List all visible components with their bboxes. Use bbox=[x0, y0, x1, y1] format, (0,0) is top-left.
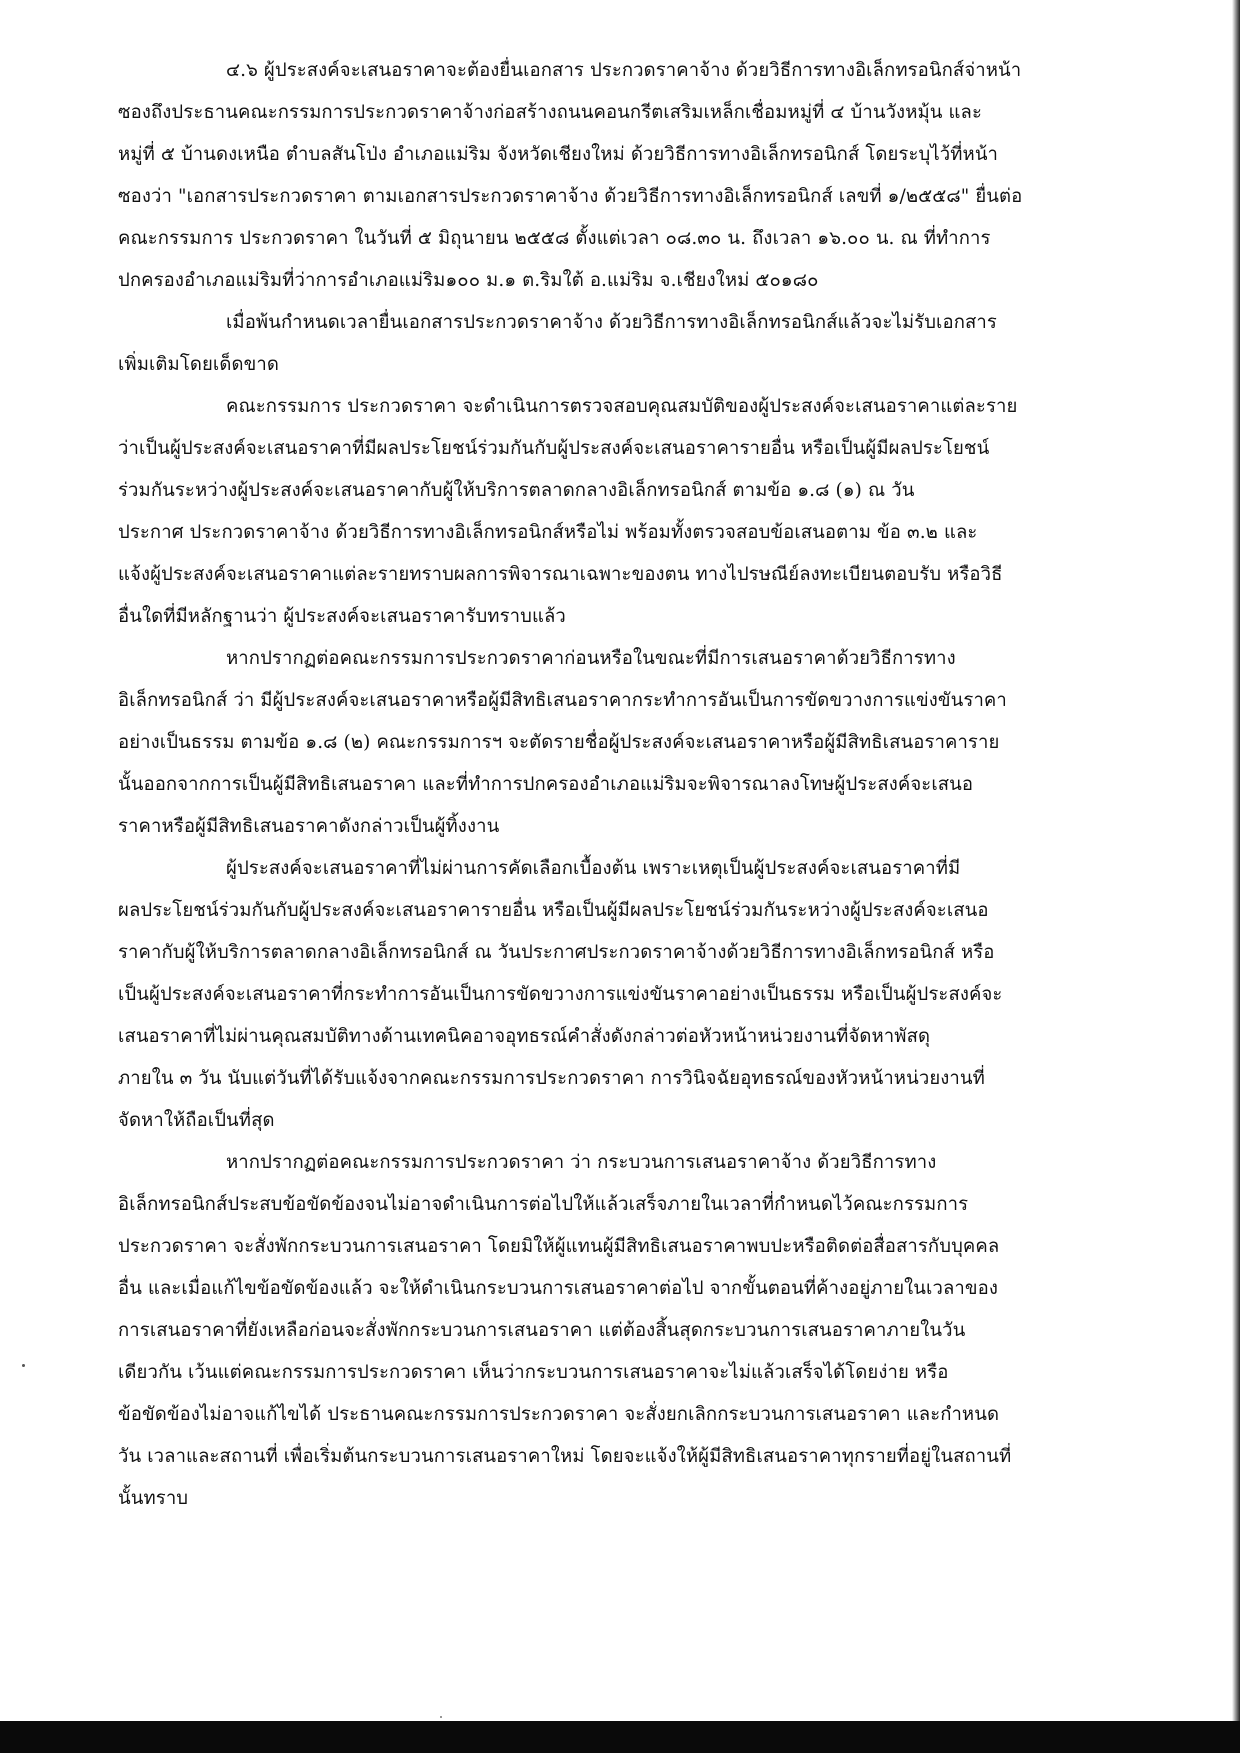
paragraph-technical-problem bbox=[118, 1142, 1118, 1520]
text-line: ราคาหรือผู้มีสิทธิเสนอราคาดังกล่าวเป็นผู้ทิ้งงาน bbox=[118, 816, 500, 837]
text-line: เสนอราคาที่ไม่ผ่านคุณสมบัติทางด้านเทคนิคอาจอุทธรณ์คำสั่งดังกล่าวต่อหัวหน้าหน่วยงานที่จัดหาพัสดุ bbox=[118, 1026, 931, 1047]
scan-border-right bbox=[1232, 0, 1240, 1753]
text-line: หมู่ที่ ๕ บ้านดงเหนือ ตำบลสันโป่ง อำเภอแม่ริม จังหวัดเชียงใหม่ ด้วยวิธีการทางอิเล็กทรอนิกส์ โดยระบุไว้ที่หน้า bbox=[118, 144, 999, 165]
text-line: คณะกรรมการ ประกวดราคา ในวันที่ ๕ มิถุนายน ๒๕๕๘ ตั้งแต่เวลา ๐๘.๓๐ น. ถึงเวลา ๑๖.๐๐ น. ณ ที่ทำการ bbox=[118, 228, 991, 249]
text-line: เมื่อพ้นกำหนดเวลายื่นเอกสารประกวดราคาจ้าง ด้วยวิธีการทางอิเล็กทรอนิกส์แล้วจะไม่รับเอกสาร bbox=[226, 312, 997, 333]
paragraph-qualification-check bbox=[118, 386, 1118, 638]
text-line: ซองถึงประธานคณะกรรมการประกวดราคาจ้างก่อสร้างถนนคอนกรีตเสริมเหล็กเชื่อมหมู่ที่ ๔ บ้านวังหมุ้น และ bbox=[118, 102, 983, 123]
text-line: เพิ่มเติมโดยเด็ดขาด bbox=[118, 354, 279, 375]
text-line: การเสนอราคาที่ยังเหลือก่อนจะสั่งพักกระบวนการเสนอราคา แต่ต้องสิ้นสุดกระบวนการเสนอราคาภายในวัน bbox=[118, 1320, 966, 1341]
text-line: อื่น และเมื่อแก้ไขข้อขัดข้องแล้ว จะให้ดำเนินกระบวนการเสนอราคาต่อไป จากขั้นตอนที่ค้างอยู่ภายในเวลาของ bbox=[118, 1278, 998, 1299]
text-line: ประกาศ ประกวดราคาจ้าง ด้วยวิธีการทางอิเล็กทรอนิกส์หรือไม่ พร้อมทั้งตรวจสอบข้อเสนอตาม ข้อ ๓.๒ และ bbox=[118, 522, 978, 543]
text-line: ผู้ประสงค์จะเสนอราคาที่ไม่ผ่านการคัดเลือกเบื้องต้น เพราะเหตุเป็นผู้ประสงค์จะเสนอราคาที่มี bbox=[226, 858, 961, 879]
text-line: หากปรากฏต่อคณะกรรมการประกวดราคาก่อนหรือในขณะที่มีการเสนอราคาด้วยวิธีการทาง bbox=[226, 648, 956, 669]
text-line: ปกครองอำเภอแม่ริมที่ว่าการอำเภอแม่ริม๑๐๐ ม.๑ ต.ริมใต้ อ.แม่ริม จ.เชียงใหม่ ๕๐๑๘๐ bbox=[118, 270, 819, 291]
scan-speck bbox=[440, 1716, 442, 1718]
text-line: อื่นใดที่มีหลักฐานว่า ผู้ประสงค์จะเสนอราคารับทราบแล้ว bbox=[118, 606, 566, 627]
text-line: ว่าเป็นผู้ประสงค์จะเสนอราคาที่มีผลประโยชน์ร่วมกันกับผู้ประสงค์จะเสนอราคารายอื่น หรือเป็นผู้มีผลประโยชน์ bbox=[118, 438, 990, 459]
text-line: นั้นทราบ bbox=[118, 1488, 189, 1509]
text-line: ซองว่า "เอกสารประกวดราคา ตามเอกสารประกวดราคาจ้าง ด้วยวิธีการทางอิเล็กทรอนิกส์ เลขที่ ๑/๒๕๕๘" ยื่นต่อ bbox=[118, 186, 1023, 207]
text-line: ภายใน ๓ วัน นับแต่วันที่ได้รับแจ้งจากคณะกรรมการประกวดราคา การวินิจฉัยอุทธรณ์ของหัวหน้าหน่วยงานที่ bbox=[118, 1068, 985, 1089]
text-line: อิเล็กทรอนิกส์ ว่า มีผู้ประสงค์จะเสนอราคาหรือผู้มีสิทธิเสนอราคากระทำการอันเป็นการขัดขวางการแข่งขันราคา bbox=[118, 690, 1007, 711]
text-line: ราคากับผู้ให้บริการตลาดกลางอิเล็กทรอนิกส์ ณ วันประกาศประกวดราคาจ้างด้วยวิธีการทางอิเล็กทรอนิกส์ หรือ bbox=[118, 942, 995, 963]
text-line: วัน เวลาและสถานที่ เพื่อเริ่มต้นกระบวนการเสนอราคาใหม่ โดยจะแจ้งให้ผู้มีสิทธิเสนอราคาทุกรายที่อยู่ในสถานที่ bbox=[118, 1446, 1012, 1467]
text-line: ผลประโยชน์ร่วมกันกับผู้ประสงค์จะเสนอราคารายอื่น หรือเป็นผู้มีผลประโยชน์ร่วมกันระหว่างผู้ประสงค์จะเสนอ bbox=[118, 900, 989, 921]
text-line: แจ้งผู้ประสงค์จะเสนอราคาแต่ละรายทราบผลการพิจารณาเฉพาะของตน ทางไปรษณีย์ลงทะเบียนตอบรับ หรือวิธี bbox=[118, 564, 1003, 585]
scan-speck bbox=[22, 1364, 25, 1367]
text-line: เป็นผู้ประสงค์จะเสนอราคาที่กระทำการอันเป็นการขัดขวางการแข่งขันราคาอย่างเป็นธรรม หรือเป็นผู้ประสงค์จะ bbox=[118, 984, 1003, 1005]
text-line: คณะกรรมการ ประกวดราคา จะดำเนินการตรวจสอบคุณสมบัติของผู้ประสงค์จะเสนอราคาแต่ละราย bbox=[226, 396, 1018, 417]
scan-border-bottom bbox=[0, 1721, 1240, 1753]
text-line: ๔.๖ ผู้ประสงค์จะเสนอราคาจะต้องยื่นเอกสาร ประกวดราคาจ้าง ด้วยวิธีการทางอิเล็กทรอนิกส์จ่าหน้า bbox=[226, 60, 1022, 81]
text-line: อิเล็กทรอนิกส์ประสบข้อขัดข้องจนไม่อาจดำเนินการต่อไปให้แล้วเสร็จภายในเวลาที่กำหนดไว้คณะกรรมการ bbox=[118, 1194, 969, 1215]
text-line: หากปรากฏต่อคณะกรรมการประกวดราคา ว่า กระบวนการเสนอราคาจ้าง ด้วยวิธีการทาง bbox=[226, 1152, 937, 1173]
text-line: ร่วมกันระหว่างผู้ประสงค์จะเสนอราคากับผู้ให้บริการตลาดกลางอิเล็กทรอนิกส์ ตามข้อ ๑.๘ (๑) ณ วัน bbox=[118, 480, 915, 501]
text-line: เดียวกัน เว้นแต่คณะกรรมการประกวดราคา เห็นว่ากระบวนการเสนอราคาจะไม่แล้วเสร็จได้โดยง่าย หรือ bbox=[118, 1362, 949, 1383]
paragraph-submission bbox=[118, 50, 1118, 302]
text-line: อย่างเป็นธรรม ตามข้อ ๑.๘ (๒) คณะกรรมการฯ จะตัดรายชื่อผู้ประสงค์จะเสนอราคาหรือผู้มีสิทธิเสนอราคาราย bbox=[118, 732, 1000, 753]
text-line: ข้อขัดข้องไม่อาจแก้ไขได้ ประธานคณะกรรมการประกวดราคา จะสั่งยกเลิกกระบวนการเสนอราคา และกำหนด bbox=[118, 1404, 1000, 1425]
document-body bbox=[118, 50, 1118, 1520]
text-line: จัดหาให้ถือเป็นที่สุด bbox=[118, 1110, 275, 1131]
paragraph-deadline bbox=[118, 302, 1118, 386]
text-line: ประกวดราคา จะสั่งพักกระบวนการเสนอราคา โดยมิให้ผู้แทนผู้มีสิทธิเสนอราคาพบปะหรือติดต่อสื่อสารกับบุคคล bbox=[118, 1236, 1000, 1257]
paragraph-obstruction bbox=[118, 638, 1118, 848]
paragraph-appeal bbox=[118, 848, 1118, 1142]
text-line: นั้นออกจากการเป็นผู้มีสิทธิเสนอราคา และที่ทำการปกครองอำเภอแม่ริมจะพิจารณาลงโทษผู้ประสงค์จะเสนอ bbox=[118, 774, 974, 795]
